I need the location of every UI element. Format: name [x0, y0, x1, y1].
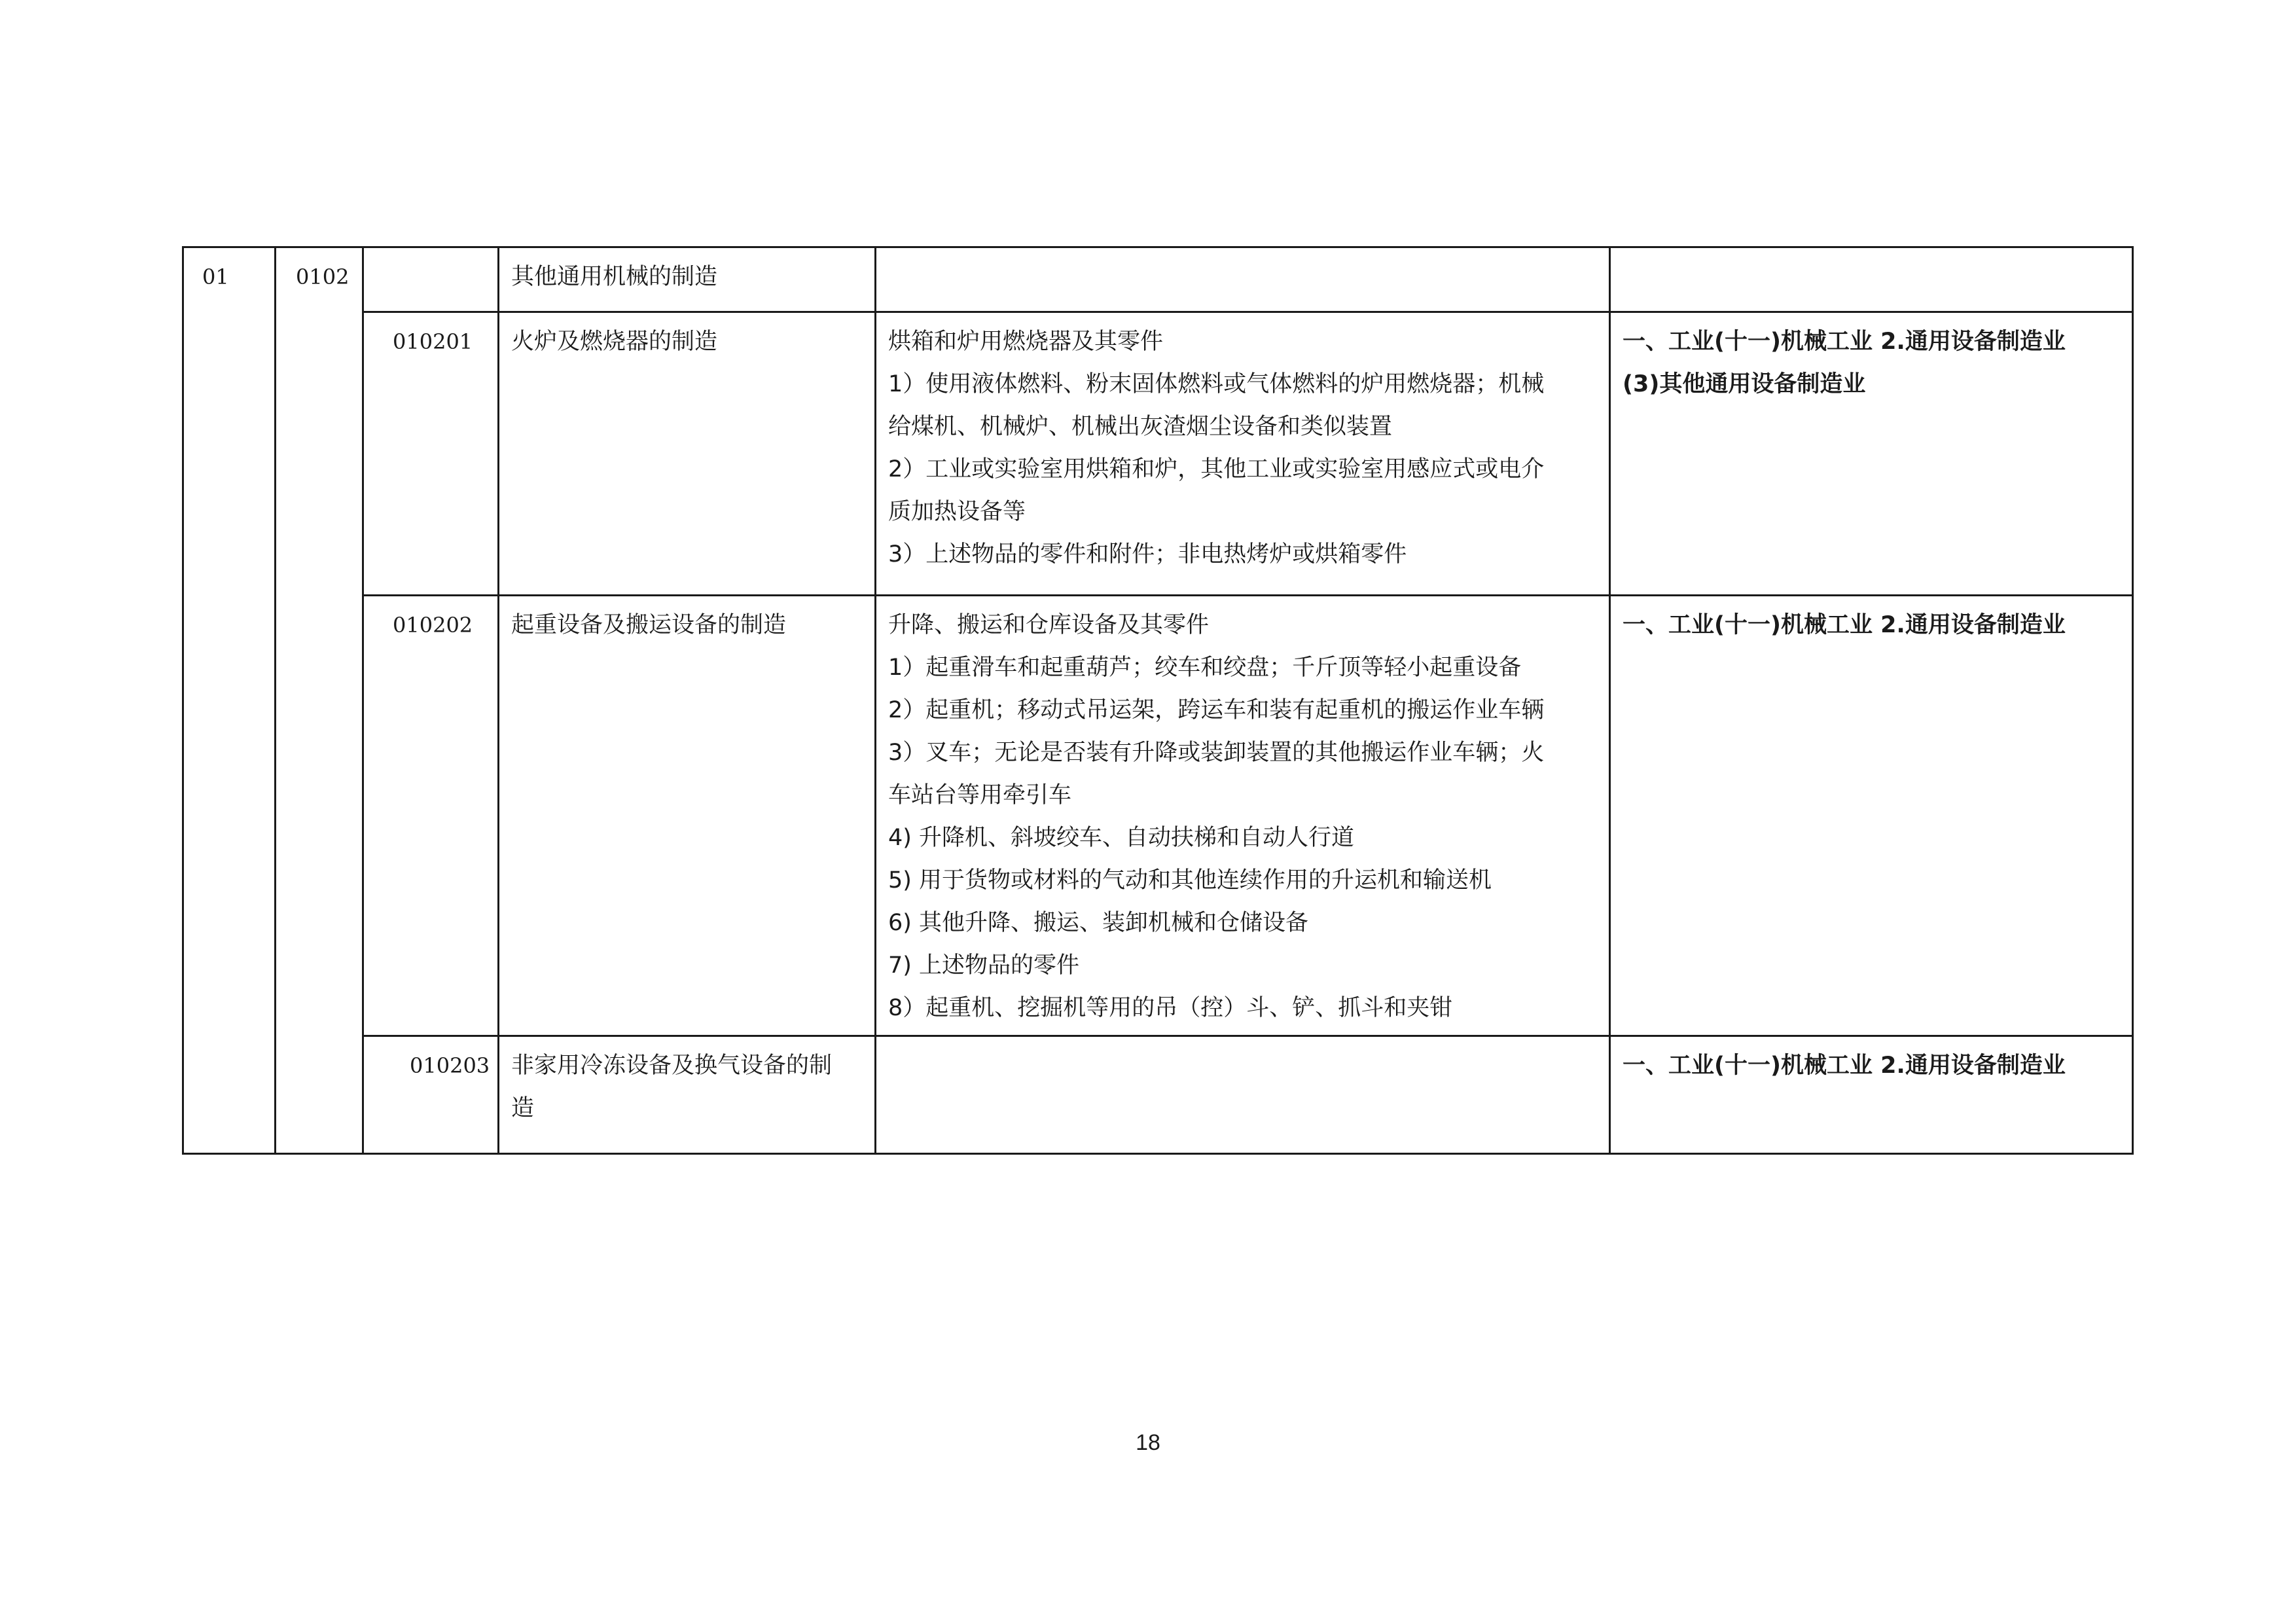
code-level1: 01	[202, 264, 229, 289]
table-row	[183, 1036, 2133, 1154]
code-level2: 0102	[296, 264, 350, 289]
description-line: 车站台等用牵引车	[888, 782, 1072, 808]
description-line: 3）上述物品的零件和附件；非电热烤炉或烘箱零件	[888, 541, 1407, 568]
description-line: 7) 上述物品的零件	[888, 952, 1080, 979]
code-level1-cell	[183, 247, 276, 1154]
item-name: 火炉及燃烧器的制造	[511, 329, 718, 355]
category-cell	[1610, 312, 2133, 596]
category-cell	[1610, 596, 2133, 1036]
code-cell	[363, 312, 499, 596]
code-level3-cell	[363, 247, 499, 312]
category-cell	[1610, 247, 2133, 312]
description-line: 烘箱和炉用燃烧器及其零件	[888, 329, 1164, 355]
category-line: 一、工业(十一)机械工业 2.通用设备制造业	[1623, 329, 2066, 355]
table-row	[183, 247, 2133, 312]
code-cell	[363, 1036, 499, 1154]
item-code: 010202	[393, 613, 473, 638]
name-cell	[499, 1036, 876, 1154]
code-level2-cell	[276, 247, 363, 1154]
description-line: 质加热设备等	[888, 499, 1026, 525]
name-cell	[499, 596, 876, 1036]
description-line: 1）使用液体燃料、粉末固体燃料或气体燃料的炉用燃烧器；机械	[888, 371, 1545, 397]
description-line: 8）起重机、挖掘机等用的吊（控）斗、铲、抓斗和夹钳	[888, 995, 1453, 1021]
classification-table	[182, 246, 2134, 1155]
page-number: 18	[1136, 1430, 1160, 1455]
item-code: 010203	[410, 1053, 490, 1078]
name-cell	[499, 312, 876, 596]
category-cell	[1610, 1036, 2133, 1154]
category-line: 一、工业(十一)机械工业 2.通用设备制造业	[1623, 612, 2066, 638]
table-row	[183, 312, 2133, 596]
description-cell	[876, 247, 1610, 312]
description-cell	[876, 1036, 1610, 1154]
description-line: 5) 用于货物或材料的气动和其他连续作用的升运机和输送机	[888, 867, 1492, 893]
description-line: 3）叉车；无论是否装有升降或装卸装置的其他搬运作业车辆；火	[888, 740, 1545, 766]
item-name-line: 造	[511, 1095, 535, 1121]
description-line: 2）起重机；移动式吊运架，跨运车和装有起重机的搬运作业车辆	[888, 697, 1545, 723]
description-line: 4) 升降机、斜坡绞车、自动扶梯和自动人行道	[888, 825, 1355, 851]
description-cell	[876, 312, 1610, 596]
group-name: 其他通用机械的制造	[511, 264, 718, 290]
item-code: 010201	[393, 329, 473, 354]
description-line: 2）工业或实验室用烘箱和炉，其他工业或实验室用感应式或电介	[888, 456, 1545, 482]
description-cell	[876, 596, 1610, 1036]
name-cell	[499, 247, 876, 312]
category-line: (3)其他通用设备制造业	[1623, 371, 1866, 397]
description-line: 升降、搬运和仓库设备及其零件	[888, 612, 1210, 638]
item-name: 起重设备及搬运设备的制造	[511, 612, 787, 638]
table-row	[183, 596, 2133, 1036]
description-line: 给煤机、机械炉、机械出灰渣烟尘设备和类似装置	[888, 414, 1393, 440]
description-line: 6) 其他升降、搬运、装卸机械和仓储设备	[888, 910, 1309, 936]
item-name-line: 非家用冷冻设备及换气设备的制	[511, 1053, 833, 1079]
code-cell	[363, 596, 499, 1036]
description-line: 1）起重滑车和起重葫芦；绞车和绞盘；千斤顶等轻小起重设备	[888, 655, 1522, 681]
category-line: 一、工业(十一)机械工业 2.通用设备制造业	[1623, 1053, 2066, 1079]
